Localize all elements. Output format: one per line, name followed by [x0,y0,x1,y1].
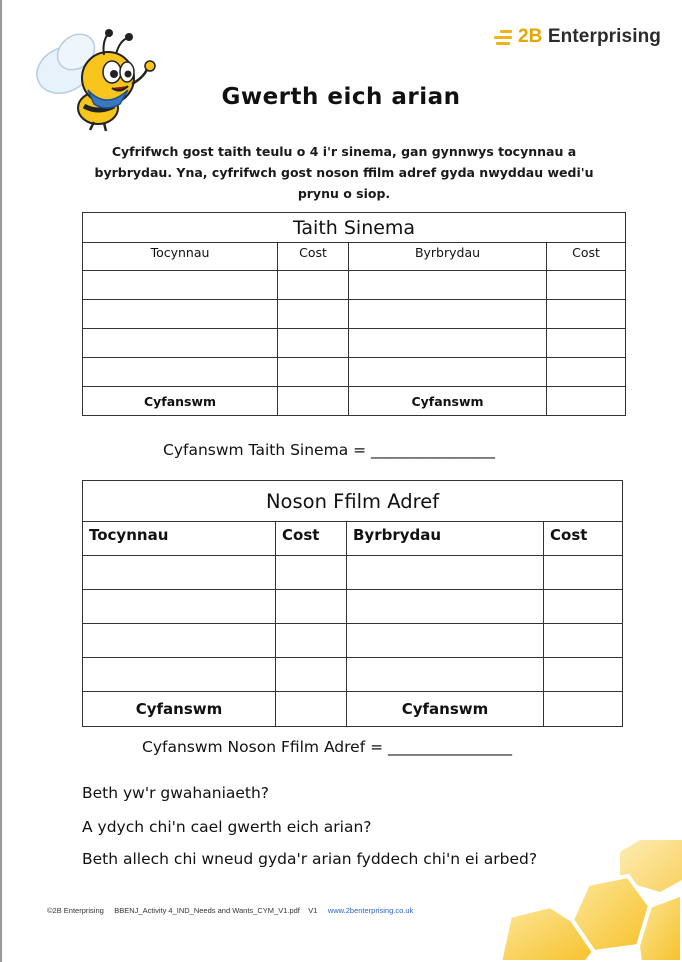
honey-bars-icon [494,26,516,48]
page-edge [0,0,2,962]
table-row [83,329,626,358]
home-movie-night-table [82,480,623,727]
logo-name: Enterprising [547,26,661,47]
entry-cell[interactable] [544,624,623,658]
entry-cell[interactable] [544,556,623,590]
column-header: Byrbrydau [349,243,547,271]
entry-cell[interactable] [347,556,544,590]
table-row [83,556,623,590]
home-total-line: Cyfanswm Noson Ffilm Adref = ________________ [142,738,512,756]
entry-cell[interactable] [83,556,276,590]
question-value: A ydych chi'n cael gwerth eich arian? [82,818,372,836]
logo-prefix: 2B [518,26,543,47]
entry-cell[interactable] [83,624,276,658]
total-label: Cyfanswm [347,692,544,727]
total-label: Cyfanswm [83,387,278,416]
entry-cell[interactable] [547,358,626,387]
table-row [83,658,623,692]
entry-cell[interactable] [276,692,347,727]
entry-cell[interactable] [347,590,544,624]
cinema-total-line: Cyfanswm Taith Sinema = ________________ [163,441,496,459]
table-row [83,358,626,387]
entry-cell[interactable] [544,692,623,727]
cinema-trip-table [82,212,626,416]
entry-cell[interactable] [544,590,623,624]
entry-cell[interactable] [278,271,349,300]
footer-version: V1 [308,906,318,915]
entry-cell[interactable] [83,658,276,692]
entry-cell[interactable] [547,387,626,416]
table-row [83,624,623,658]
entry-cell[interactable] [547,300,626,329]
intro-text: Cyfrifwch gost taith teulu o 4 i'r sinema, gan gynnwys tocynnau a byrbrydau. Yna, cyfrifwch gost noson ffilm adref gyda nwyddau wedi'u prynu o siop. [94,144,594,201]
entry-cell[interactable] [349,271,547,300]
entry-cell[interactable] [83,358,278,387]
entry-cell[interactable] [276,590,347,624]
entry-cell[interactable] [349,329,547,358]
entry-cell[interactable] [83,271,278,300]
total-label: Cyfanswm [349,387,547,416]
column-header: Tocynnau [83,522,276,556]
entry-cell[interactable] [349,300,547,329]
footer-file: BBENJ_Activity 4_IND_Needs and Wants_CYM_V1.pdf [114,906,300,915]
column-header: Tocynnau [83,243,278,271]
entry-cell[interactable] [547,271,626,300]
entry-cell[interactable] [347,658,544,692]
table-row [83,300,626,329]
entry-cell[interactable] [278,358,349,387]
total-label: Cyfanswm [83,692,276,727]
entry-cell[interactable] [276,658,347,692]
entry-cell[interactable] [276,556,347,590]
entry-cell[interactable] [278,329,349,358]
column-header: Byrbrydau [347,522,544,556]
question-savings: Beth allech chi wneud gyda'r arian fyddech chi'n ei arbed? [82,850,538,868]
question-difference: Beth yw'r gwahaniaeth? [82,784,270,802]
column-header: Cost [547,243,626,271]
column-header: Cost [278,243,349,271]
page-title: Gwerth eich arian [221,84,461,110]
table-row [83,271,626,300]
entry-cell[interactable] [83,329,278,358]
entry-cell[interactable] [83,300,278,329]
footer-url-link[interactable]: www.2benterprising.co.uk [327,906,414,915]
entry-cell[interactable] [349,358,547,387]
table-caption: Taith Sinema [83,213,626,243]
column-header: Cost [544,522,623,556]
table-caption: Noson Ffilm Adref [83,481,623,522]
entry-cell[interactable] [347,624,544,658]
entry-cell[interactable] [547,329,626,358]
footer-copyright: ©2B Enterprising [47,906,104,915]
entry-cell[interactable] [278,387,349,416]
table-row [83,590,623,624]
brand-logo [494,24,661,50]
entry-cell[interactable] [276,624,347,658]
entry-cell[interactable] [278,300,349,329]
honeycomb-decoration-icon [490,840,682,962]
column-header: Cost [276,522,347,556]
footer [47,906,413,915]
bee-mascot-icon [24,22,164,134]
entry-cell[interactable] [83,590,276,624]
entry-cell[interactable] [544,658,623,692]
